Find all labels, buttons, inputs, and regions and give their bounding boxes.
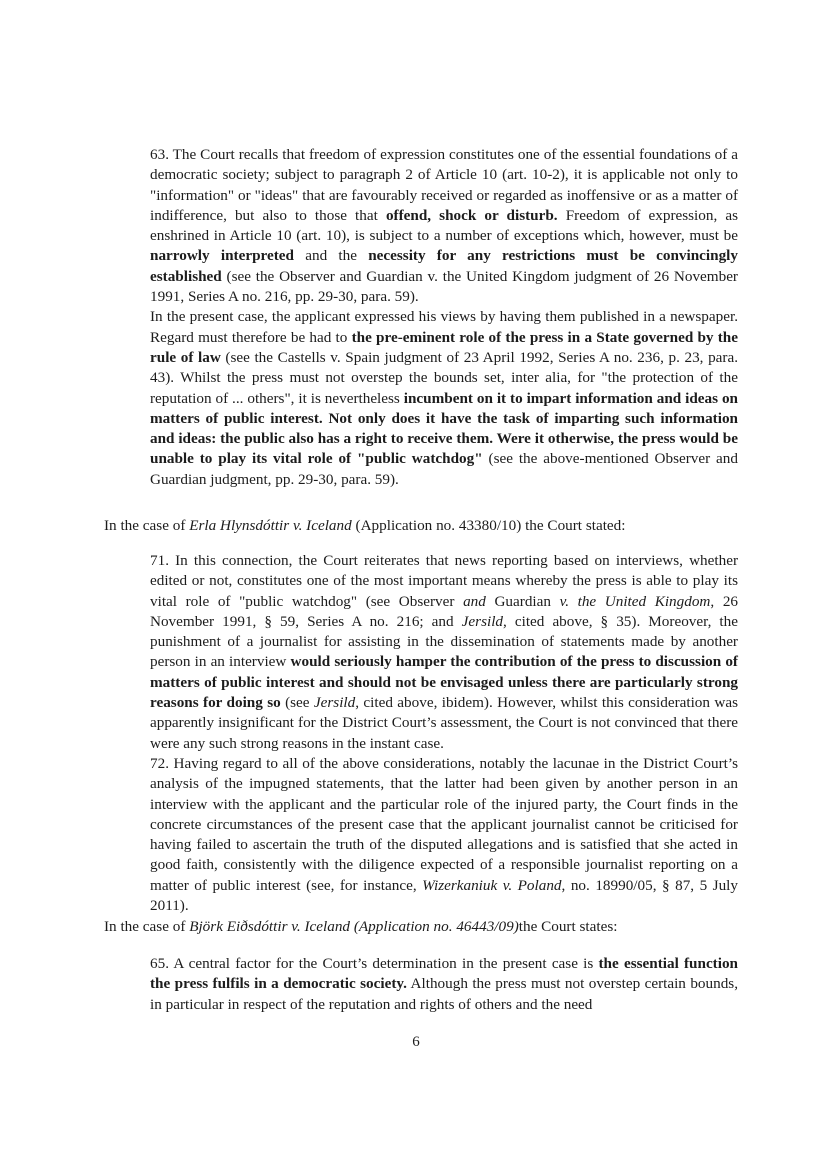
paragraph-65 — [150, 954, 738, 1015]
italic-run: Wizerkaniuk v. Poland — [422, 876, 562, 894]
bold-run: incumbent on it to impart information and ideas on matters of public interest. Not only does it have the task of imparting such information and ideas: the public also has a right to receive them. Were it otherwise, the press would be unable to play its vital role of "public watchdog" — [150, 389, 739, 468]
text-run: 72. Having regard to all of the above considerations, notably the lacunae in the District Court’s analysis of the impugned statements, that the latter had been given by another person in an interview with the applicant and the particular role of the injured party, the Court finds in the concrete circumstances of the present case that the applicant journalist cannot be criticised for having failed to ascertain the truth of the disputed allegations and is satisfied that she acted in good faith, consistently with the diligence expected of a responsible journalist reporting on a matter of public interest (see, for instance, — [150, 754, 738, 894]
bold-run: would seriously hamper the contribution of the press to discussion of matters of public interest and should not be envisaged unless there are particularly strong reasons for doing so — [150, 653, 738, 712]
text-run: (see the Castells v. Spain judgment of 23 April 1992, Series A no. 236, p. 23, para. 43). Whilst the press must not overstep the bounds set, inter alia, for "the protection of the reputation of ... others", it is nevertheless — [150, 348, 738, 407]
italic-run: Jersild — [313, 694, 356, 712]
text-run: , cited above, § 35). Moreover, the punishment of a journalist for assisting in the dissemination of statements made by another person in an interview — [150, 612, 738, 671]
text-run: 71. In this connection, the Court reiterates that news reporting based on interviews, whether edited or not, constitutes one of the most important means whereby the press is able to play its vital role of "public watchdog" (see Observer — [150, 552, 738, 610]
paragraph-63 — [150, 145, 738, 307]
bold-run: the essential function the press fulfils in a democratic society. — [150, 955, 739, 993]
italic-run: Erla Hlynsdóttir v. Iceland — [189, 517, 352, 534]
quote-block-observer-guardian — [150, 145, 738, 490]
text-run: 63. The Court recalls that freedom of expression constitutes one of the essential foundations of a democratic society; subject to paragraph 2 of Article 10 (art. 10-2), it is applicable not only to "information" or "ideas" that are favourably received or regarded as inoffensive or as a matter of indifference, but also to those that — [150, 146, 738, 224]
text-run: Guardian — [485, 592, 560, 610]
quote-block-erla-hlynsdottir — [150, 551, 738, 916]
intro-erla-hlynsdottir — [104, 516, 744, 536]
text-run: (see the above-mentioned Observer and Guardian judgment, pp. 29-30, para. 59). — [150, 450, 738, 488]
text-run: , no. 18990/05, § 87, 5 July 2011). — [150, 876, 738, 915]
text-run: , cited above, ibidem). However, whilst this consideration was apparently insignificant for the District Court’s assessment, the Court is not convinced that there were any such strong reasons in the instant case. — [150, 694, 738, 752]
italic-run: Björk Eiðsdóttir v. Iceland (Application no. 46443/09) — [189, 918, 519, 935]
bold-run: necessity for any restrictions must be convincingly established — [150, 247, 739, 285]
text-run: the Court states: — [518, 918, 618, 935]
text-run: and the — [293, 247, 369, 265]
bold-run: narrowly interpreted — [150, 247, 294, 265]
paragraph-72 — [150, 754, 738, 916]
bold-run: the pre-eminent role of the press in a State governed by the rule of law — [150, 328, 738, 366]
text-run: In the present case, the applicant expressed his views by having them published in a newspaper. Regard must therefore be had to — [150, 308, 738, 346]
text-run: (Application no. 43380/10) the Court stated: — [351, 517, 626, 534]
text-run: , 26 November 1991, § 59, Series A no. 216; and — [150, 592, 739, 630]
paragraph-71 — [150, 551, 738, 754]
text-run: 65. A central factor for the Court’s determination in the present case is — [150, 955, 599, 972]
bold-run: offend, shock or disturb. — [385, 206, 558, 224]
text-run: Freedom of expression, as enshrined in Article 10 (art. 10), is subject to a number of exceptions which, however, must be — [150, 206, 739, 245]
text-run: (see the Observer and Guardian v. the United Kingdom judgment of 26 November 1991, Series A no. 216, pp. 29-30, para. 59). — [150, 267, 738, 306]
italic-run: and — [463, 592, 486, 610]
italic-run: Jersild — [461, 612, 504, 630]
text-run: (see — [280, 694, 314, 712]
paragraph-present-case — [150, 307, 738, 490]
page-number: 6 — [412, 1034, 420, 1050]
text-run: In the case of — [104, 517, 190, 534]
quote-block-bjork-eidsdottir — [150, 954, 738, 1015]
italic-run: v. the United Kingdom — [559, 592, 711, 610]
text-run: Although the press must not overstep certain bounds, in particular in respect of the reputation and rights of others and the need — [150, 975, 738, 1013]
intro-bjork-eidsdottir — [104, 917, 744, 937]
text-run: In the case of — [104, 918, 190, 935]
